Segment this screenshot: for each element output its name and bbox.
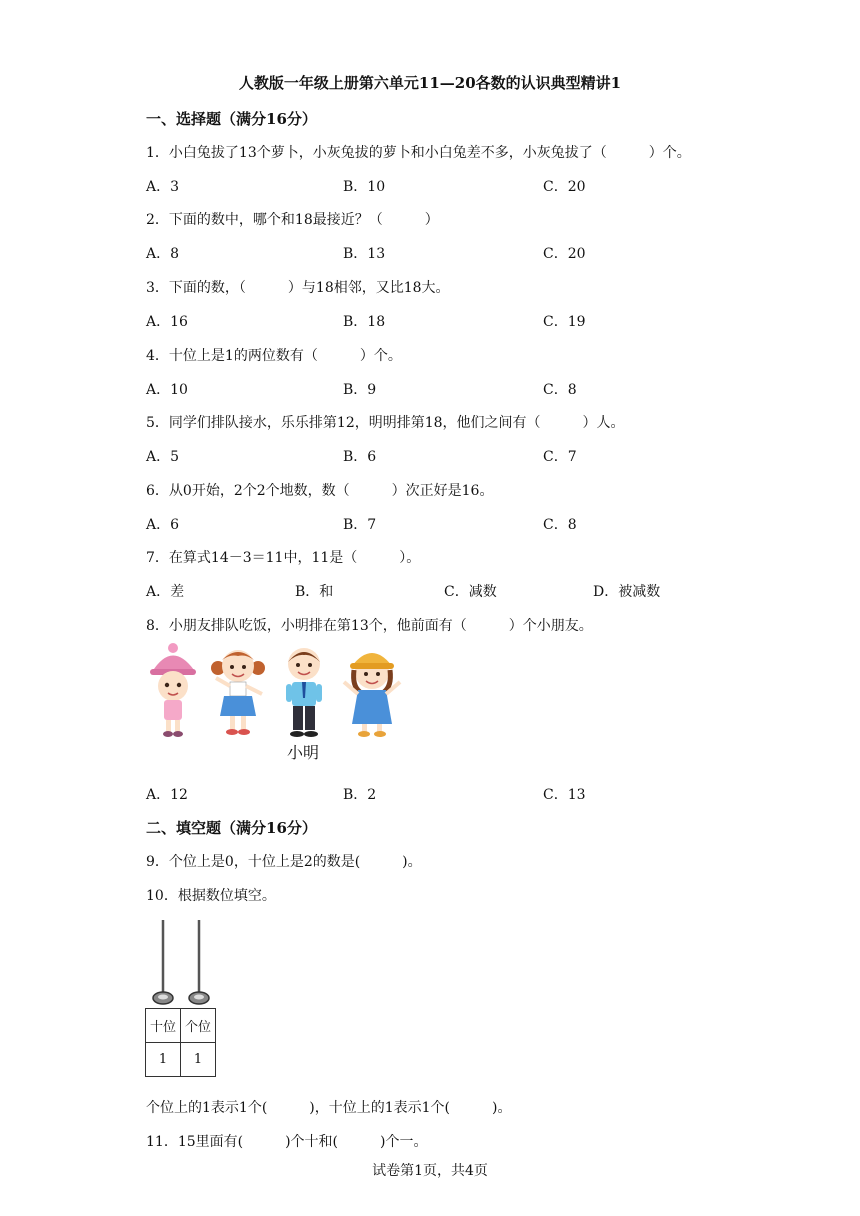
q6-option-c: C．8	[543, 517, 577, 533]
page-title: 人教版一年级上册第六单元11—20各数的认识典型精讲1	[238, 74, 622, 92]
abacus-rods-illustration	[146, 918, 216, 1008]
question-10: 10．根据数位填空。	[146, 888, 276, 904]
xiaoming-caption: 小明	[287, 743, 320, 762]
tens-value: 1	[146, 1043, 181, 1077]
q6-option-a: A．6	[146, 517, 180, 533]
q1-option-a: A．3	[146, 179, 180, 195]
q8-option-c: C．13	[543, 787, 586, 803]
q2-option-c: C．20	[543, 246, 586, 262]
q3-option-c: C．19	[543, 314, 586, 330]
ones-header: 个位	[181, 1009, 216, 1043]
question-5: 5．同学们排队接水，乐乐排第12，明明排第18，他们之间有（ ）人。	[146, 415, 625, 431]
girl-pigtails-figure	[211, 650, 265, 735]
q4-option-a: A．10	[146, 382, 188, 398]
section-fill-heading: 二、填空题（满分16分）	[146, 819, 317, 837]
q3-option-a: A．16	[146, 314, 188, 330]
question-11: 11．15里面有( )个十和( )个一。	[146, 1134, 428, 1150]
question-10-fill-line: 个位上的1表示1个( )，十位上的1表示1个( )。	[146, 1100, 512, 1116]
question-7: 7．在算式14－3＝11中，11是（ ）。	[146, 550, 421, 566]
question-8: 8．小朋友排队吃饭，小明排在第13个，他前面有（ ）个小朋友。	[146, 618, 593, 634]
question-6: 6．从0开始，2个2个地数，数（ ）次正好是16。	[146, 483, 494, 499]
question-1: 1．小白兔拔了13个萝卜，小灰兔拔的萝卜和小白兔差不多，小灰兔拔了（ ）个。	[146, 145, 691, 161]
q4-option-b: B．9	[343, 382, 377, 398]
q4-option-c: C．8	[543, 382, 577, 398]
q1-option-b: B．10	[343, 179, 386, 195]
q2-option-a: A．8	[146, 246, 180, 262]
ones-value: 1	[181, 1043, 216, 1077]
q5-option-c: C．7	[543, 449, 577, 465]
q7-option-c: C．减数	[444, 584, 497, 600]
q6-option-b: B．7	[343, 517, 377, 533]
question-9: 9．个位上是0，十位上是2的数是( )。	[146, 854, 422, 870]
children-queue-illustration	[146, 642, 408, 742]
tens-header: 十位	[146, 1009, 181, 1043]
girl-yellow-hat-figure	[344, 653, 400, 737]
place-value-table	[145, 1008, 216, 1077]
question-4: 4．十位上是1的两位数有（ ）个。	[146, 348, 402, 364]
boy-xiaoming-figure	[286, 648, 322, 737]
q5-option-b: B．6	[343, 449, 377, 465]
q5-option-a: A．5	[146, 449, 180, 465]
q7-option-d: D．被减数	[593, 584, 661, 600]
question-3: 3．下面的数，（ ）与18相邻，又比18大。	[146, 280, 450, 296]
q2-option-b: B．13	[343, 246, 386, 262]
page-footer: 试卷第1页，共4页	[372, 1163, 488, 1179]
q8-option-b: B．2	[343, 787, 377, 803]
q3-option-b: B．18	[343, 314, 386, 330]
q7-option-b: B．和	[295, 584, 334, 600]
q1-option-c: C．20	[543, 179, 586, 195]
girl-pink-hat-figure	[150, 643, 196, 737]
question-2: 2．下面的数中，哪个和18最接近？（ ）	[146, 212, 439, 228]
q8-option-a: A．12	[146, 787, 188, 803]
section-choice-heading: 一、选择题（满分16分）	[146, 110, 317, 128]
q7-option-a: A．差	[146, 584, 185, 600]
